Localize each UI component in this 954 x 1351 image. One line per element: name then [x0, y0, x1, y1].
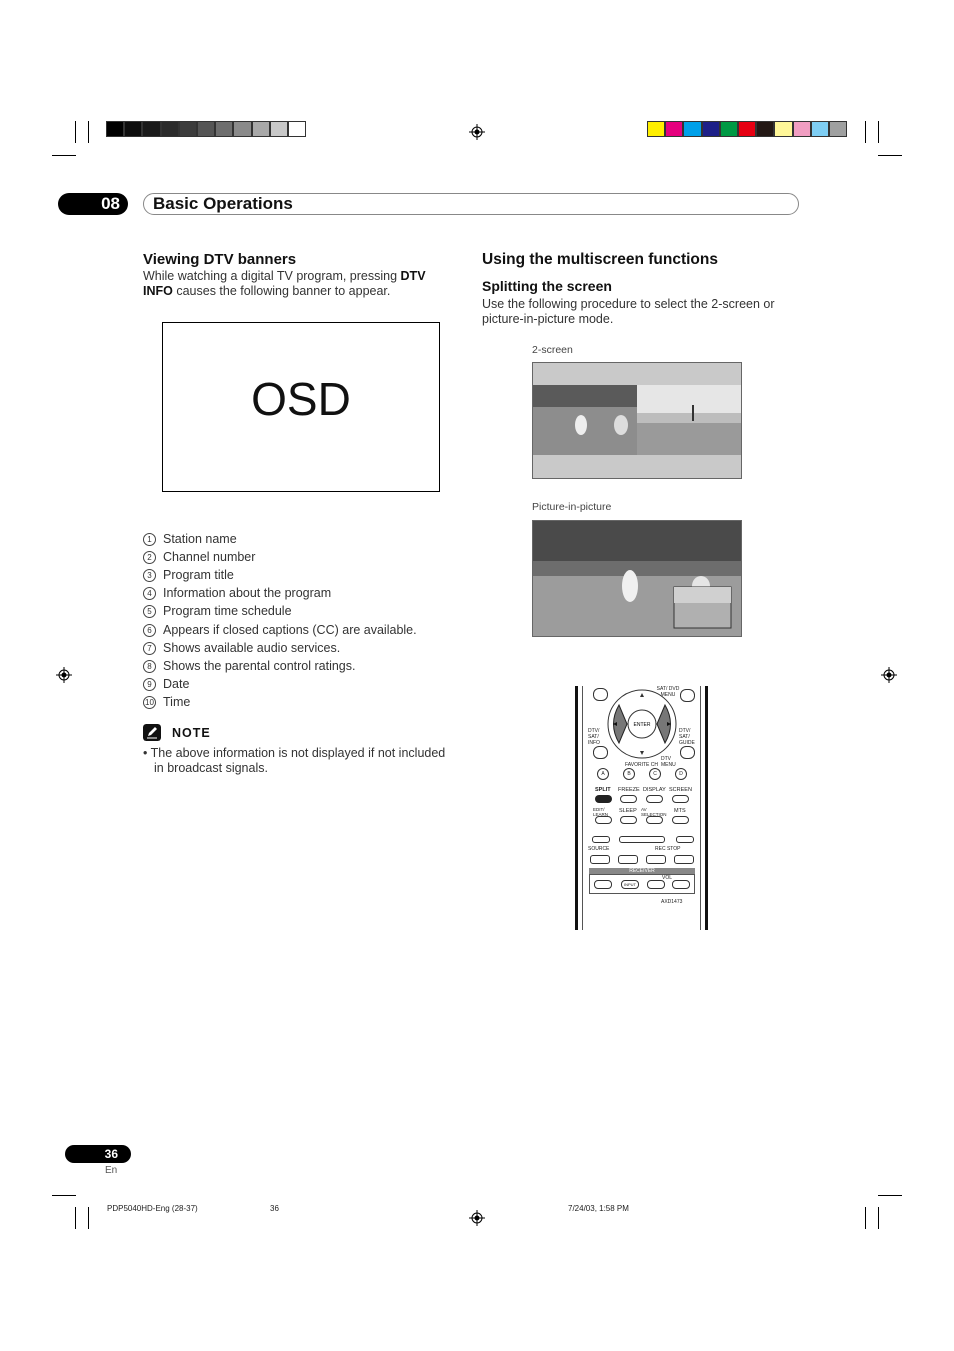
label-dtv-sat-guide: DTV/ SAT/ GUIDE [679, 728, 695, 746]
intro-text: causes the following banner to appear. [172, 284, 391, 298]
svg-text:ENTER: ENTER [633, 722, 651, 728]
receiver-power-button [594, 880, 612, 889]
item-text: Channel number [163, 549, 256, 564]
crop-mark [878, 1207, 879, 1229]
registration-mark-icon [469, 124, 485, 140]
color-swatch [683, 121, 701, 137]
color-swatch [756, 121, 774, 137]
volume-down-button [647, 880, 665, 889]
remote-b-button: B [623, 768, 635, 780]
item-number: 1 [143, 533, 156, 546]
item-text: Program time schedule [163, 604, 292, 619]
caption-pip: Picture-in-picture [532, 501, 612, 513]
banner-list-item [143, 676, 417, 694]
remote-edge [700, 686, 701, 930]
item-text: Shows the parental control ratings. [163, 658, 356, 673]
label-av-selection: AV SELECTION [641, 807, 667, 817]
label-dtv-sat-info: DTV/ SAT/ INFO [588, 728, 600, 746]
section-heading-dtv-banners: Viewing DTV banners [143, 251, 297, 268]
gray-swatch [106, 121, 124, 137]
rewind-button [592, 836, 610, 843]
banner-items-list [143, 530, 417, 712]
item-text: Information about the program [163, 586, 332, 601]
language-label: En [105, 1165, 118, 1176]
item-number: 5 [143, 605, 156, 618]
item-number: 7 [143, 642, 156, 655]
gray-swatch [179, 121, 197, 137]
label-screen: SCREEN [669, 787, 692, 793]
banner-list-item [143, 694, 417, 712]
gray-swatch [270, 121, 288, 137]
pip-image [533, 521, 741, 636]
registration-mark-icon [881, 667, 897, 683]
color-swatch [829, 121, 847, 137]
item-text: Time [163, 695, 191, 710]
page-number-badge: 36 [65, 1145, 131, 1163]
gray-swatch [161, 121, 179, 137]
two-screen-illustration [532, 362, 742, 479]
print-timestamp: 7/24/03, 1:58 PM [568, 1204, 629, 1213]
freeze-button [620, 795, 637, 803]
registration-mark-icon [56, 667, 72, 683]
item-number: 8 [143, 660, 156, 673]
label-favorite-ch: FAVORITE CH [625, 762, 658, 768]
item-text: Program title [163, 567, 234, 582]
note-pencil-icon [143, 724, 161, 741]
label-freeze: FREEZE [618, 787, 640, 793]
gray-swatch [233, 121, 251, 137]
gray-swatch [142, 121, 160, 137]
dpad-illustration [605, 687, 679, 761]
note-label: NOTE [172, 726, 211, 740]
item-number: 6 [143, 624, 156, 637]
item-number: 4 [143, 587, 156, 600]
intro-line: picture-in-picture mode. [482, 312, 614, 326]
note-line: • The above information is not displayed if not included [143, 746, 446, 760]
chapter-number-badge: 08 [58, 193, 128, 215]
color-swatch [647, 121, 665, 137]
chapter-title: Basic Operations [153, 194, 293, 213]
note-text [143, 746, 473, 776]
receiver-band: RECEIVER [589, 868, 695, 874]
color-swatch [738, 121, 756, 137]
osd-label: OSD [251, 373, 351, 425]
label-edit-learn: EDIT/ LEARN [593, 807, 609, 817]
gray-swatch [215, 121, 233, 137]
crop-mark [52, 1195, 76, 1196]
remote-edge [575, 686, 578, 930]
remote-edge [705, 686, 708, 930]
print-file-name: PDP5040HD-Eng (28-37) [107, 1204, 198, 1213]
item-text: Station name [163, 531, 237, 546]
gray-swatch [124, 121, 142, 137]
banner-list-item [143, 585, 417, 603]
color-swatch [793, 121, 811, 137]
rec-button [674, 855, 694, 864]
banner-list-item [143, 566, 417, 584]
banner-list-item [143, 603, 417, 621]
color-swatch [720, 121, 738, 137]
item-text: Shows available audio services. [163, 640, 341, 655]
item-number: 2 [143, 551, 156, 564]
banner-list-item [143, 530, 417, 548]
edit-learn-button [595, 816, 612, 824]
screen-button [672, 795, 689, 803]
label-split: SPLIT [595, 787, 611, 793]
item-number: 10 [143, 696, 156, 709]
item-text: Date [163, 677, 190, 692]
color-swatch [774, 121, 792, 137]
label-display: DISPLAY [643, 787, 666, 793]
caption-2screen: 2-screen [532, 344, 573, 356]
registration-mark-icon [469, 1210, 485, 1226]
splitting-intro [482, 297, 802, 327]
volume-up-button [672, 880, 690, 889]
remote-edge [582, 686, 583, 930]
label-mts: MTS [674, 808, 686, 814]
note-line: in broadcast signals. [154, 761, 268, 775]
banner-list-item [143, 548, 417, 566]
crop-mark [75, 121, 76, 143]
mts-button [672, 816, 689, 824]
crop-mark [52, 155, 76, 156]
remote-control-illustration [575, 686, 711, 930]
remote-c-button: C [649, 768, 661, 780]
item-number: 3 [143, 569, 156, 582]
color-swatch [811, 121, 829, 137]
label-sleep: SLEEP [619, 808, 637, 814]
receiver-input-button: INPUT [621, 880, 639, 889]
crop-mark [88, 121, 89, 143]
intro-line: Use the following procedure to select the 2-screen or [482, 297, 775, 311]
source-button [590, 855, 610, 864]
subheading-splitting-screen: Splitting the screen [482, 278, 612, 294]
banner-list-item [143, 657, 417, 675]
banner-list-item [143, 621, 417, 639]
label-rec-stop: REC STOP [655, 846, 681, 852]
crop-mark [878, 1195, 902, 1196]
dtv-info-key-label: DTV INFO [143, 269, 426, 298]
crop-mark [75, 1207, 76, 1229]
crop-mark [878, 155, 902, 156]
abcd-buttons-row [597, 768, 691, 780]
crop-mark [88, 1207, 89, 1229]
gray-swatch [197, 121, 215, 137]
intro-text: While watching a digital TV program, pressing [143, 269, 401, 283]
color-swatch [702, 121, 720, 137]
item-number: 9 [143, 678, 156, 691]
pause-button [618, 855, 638, 864]
two-screen-image [533, 363, 741, 478]
crop-mark [865, 121, 866, 143]
banner-list-item [143, 639, 417, 657]
section-heading-multiscreen: Using the multiscreen functions [482, 251, 718, 268]
sleep-button [620, 816, 637, 824]
split-button [595, 795, 612, 803]
gray-swatch [288, 121, 306, 137]
dtv-banner-intro [143, 269, 443, 299]
label-sat-dvd-menu: SAT/ DVD MENU [656, 686, 680, 698]
remote-button [680, 689, 695, 702]
print-page-ref: 36 [270, 1204, 279, 1213]
fast-forward-button [676, 836, 694, 843]
play-button [619, 836, 665, 843]
pip-illustration [532, 520, 742, 637]
display-button [646, 795, 663, 803]
remote-button [593, 746, 608, 759]
label-vol: VOL [662, 875, 673, 881]
color-swatch [665, 121, 683, 137]
crop-mark [865, 1207, 866, 1229]
remote-a-button: A [597, 768, 609, 780]
gray-swatch [252, 121, 270, 137]
stop-button [646, 855, 666, 864]
label-dtv-menu: DTV MENU [661, 756, 676, 768]
remote-d-button: D [675, 768, 687, 780]
av-selection-button [646, 816, 663, 824]
item-text: Appears if closed captions (CC) are available. [163, 622, 417, 637]
remote-model-code: AXD1473 [661, 899, 683, 905]
remote-button [680, 746, 695, 759]
label-source: SOURCE [588, 846, 610, 852]
crop-mark [878, 121, 879, 143]
